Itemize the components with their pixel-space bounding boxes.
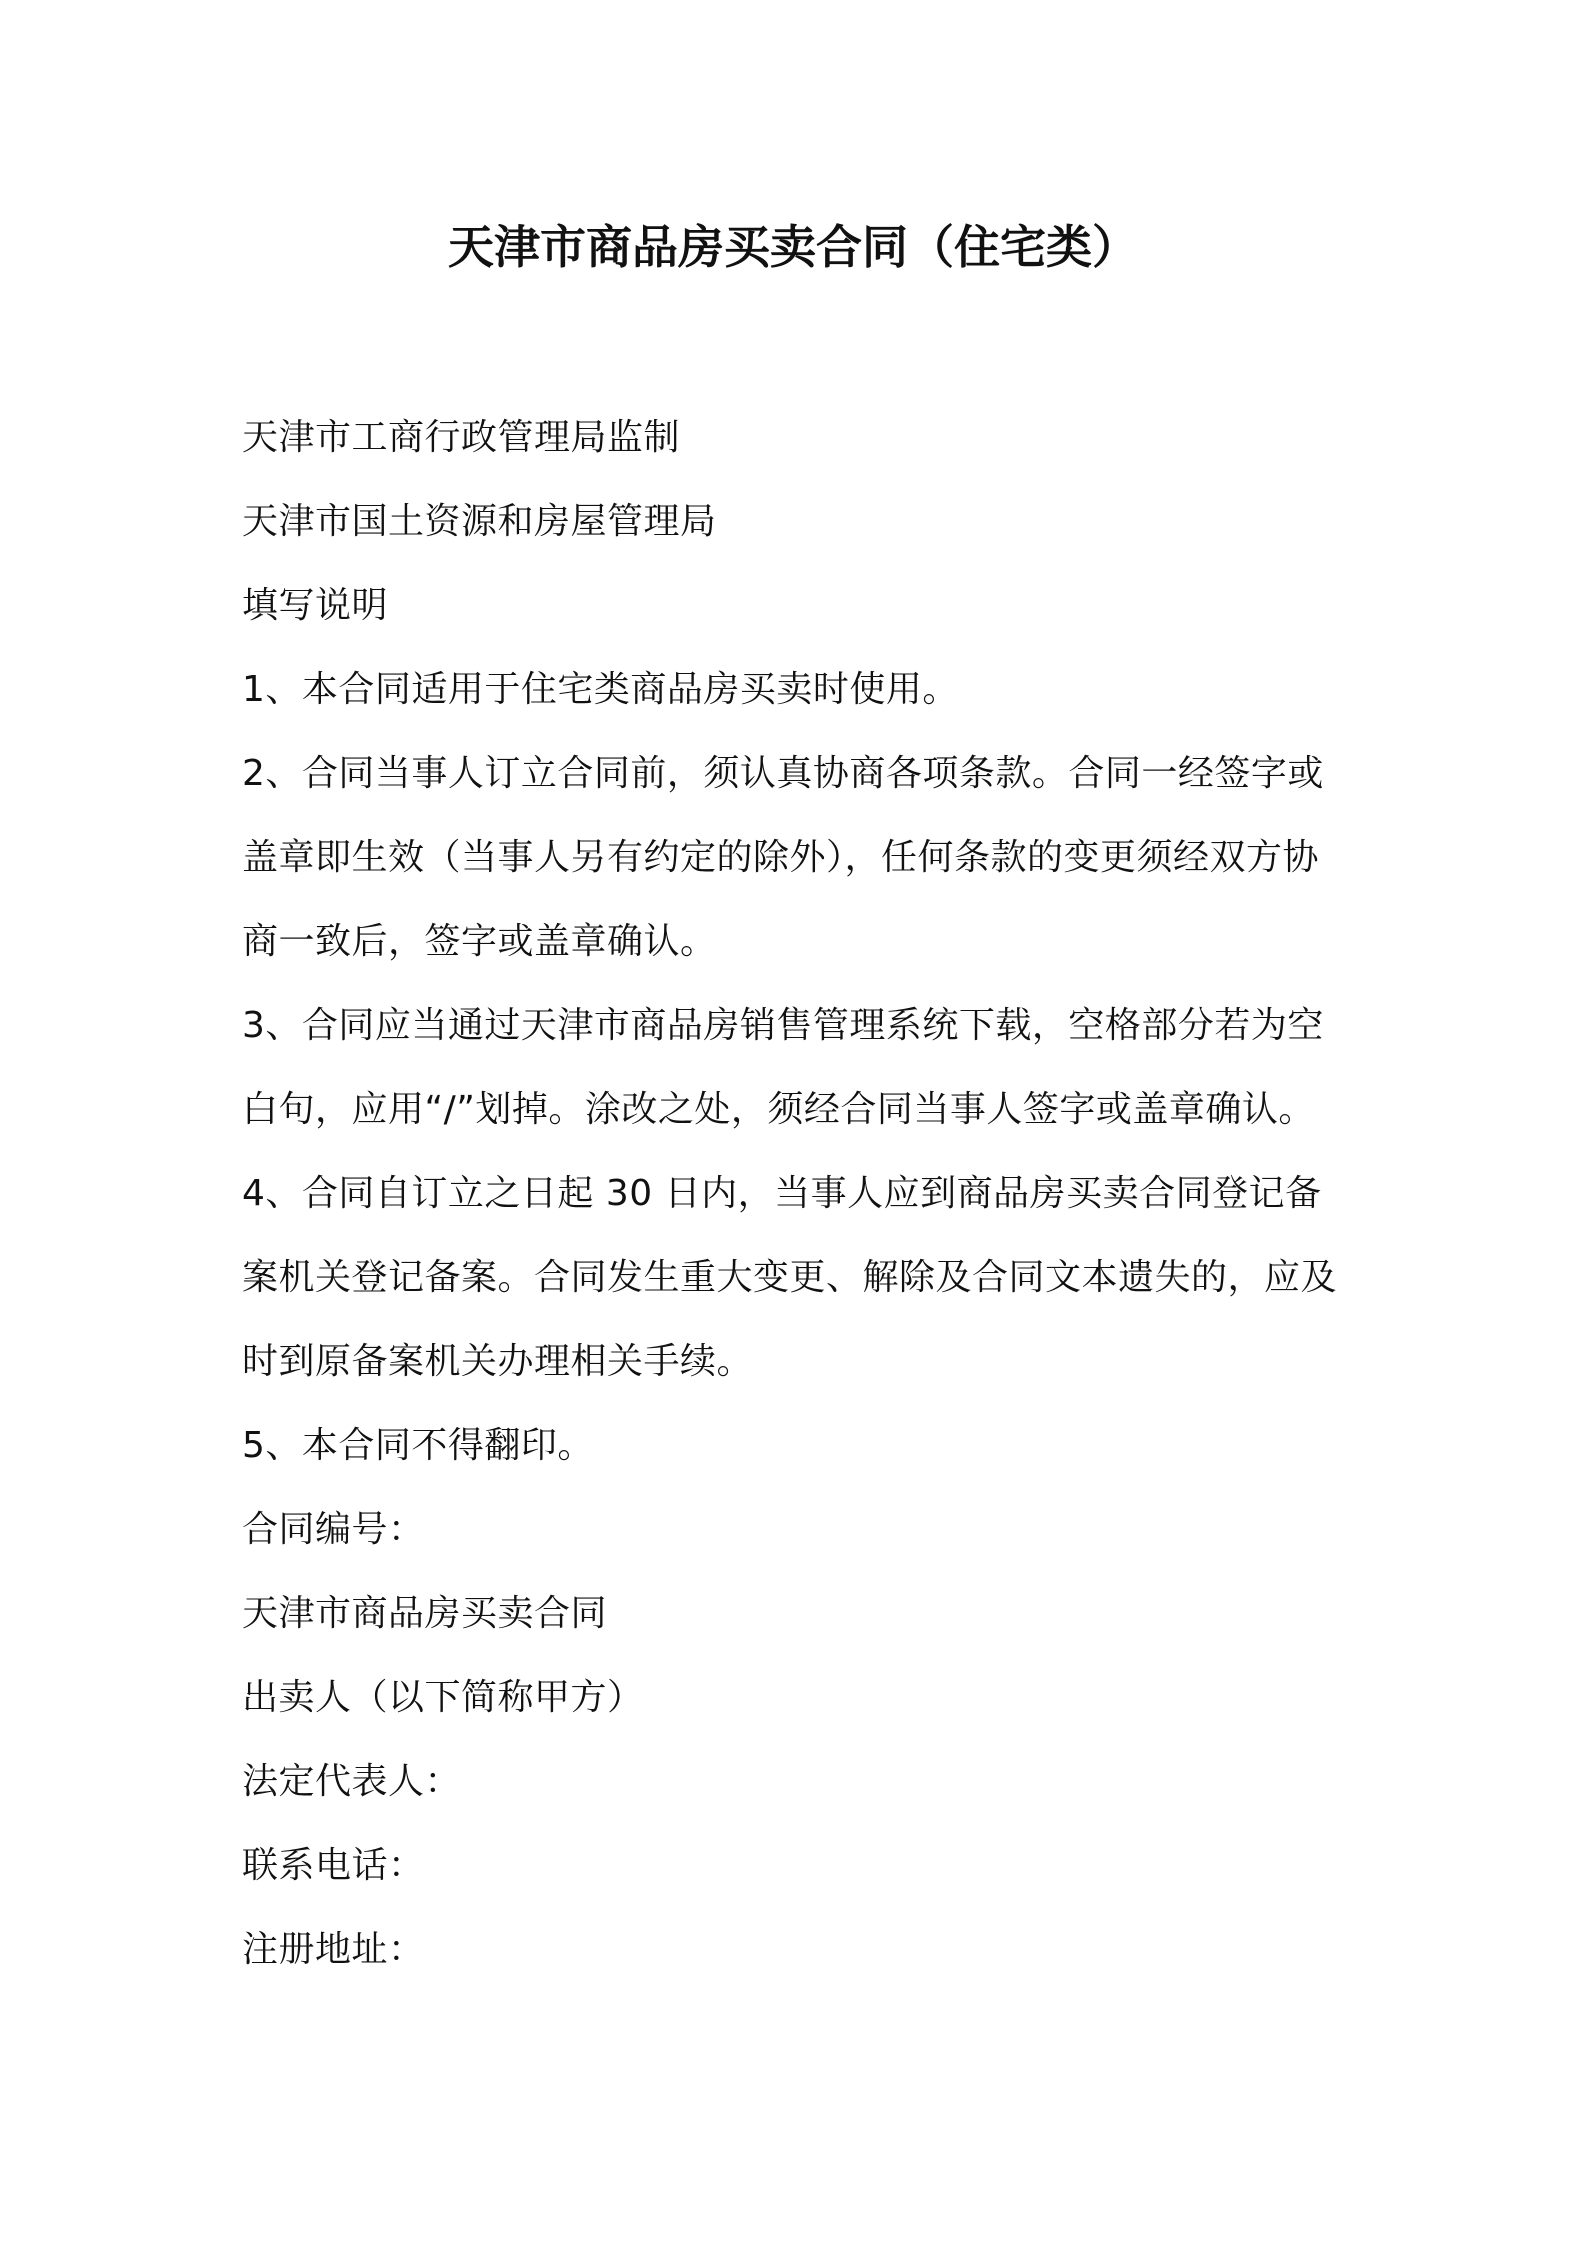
- instruction-3-line-1: 3、合同应当通过天津市商品房销售管理系统下载，空格部分若为空: [242, 1005, 1324, 1046]
- contract-number-label: 合同编号：: [242, 1509, 425, 1550]
- contract-subtitle: 天津市商品房买卖合同: [242, 1593, 608, 1634]
- legal-representative-label: 法定代表人：: [242, 1761, 462, 1802]
- bureau-line: 天津市国土资源和房屋管理局: [242, 501, 717, 542]
- instructions-heading: 填写说明: [242, 585, 389, 626]
- instruction-5: 5、本合同不得翻印。: [242, 1425, 594, 1466]
- instruction-3-line-2: 白句，应用“/”划掉。涂改之处，须经合同当事人签字或盖章确认。: [242, 1089, 1315, 1130]
- instruction-4-line-2: 案机关登记备案。合同发生重大变更、解除及合同文本遗失的，应及: [242, 1257, 1338, 1298]
- supervisor-line: 天津市工商行政管理局监制: [242, 417, 681, 458]
- document-body: [242, 396, 1402, 1992]
- contact-phone-label: 联系电话：: [242, 1845, 425, 1886]
- instruction-2-line-3: 商一致后，签字或盖章确认。: [242, 921, 717, 962]
- instruction-2-line-2: 盖章即生效（当事人另有约定的除外），任何条款的变更须经双方协: [242, 837, 1320, 878]
- instruction-2-line-1: 2、合同当事人订立合同前，须认真协商各项条款。合同一经签字或: [242, 753, 1324, 794]
- document-title: 天津市商品房买卖合同（住宅类）: [448, 220, 1138, 274]
- registered-address-label: 注册地址：: [242, 1929, 425, 1970]
- instruction-4-line-1: 4、合同自订立之日起 30 日内，当事人应到商品房买卖合同登记备: [242, 1173, 1322, 1214]
- seller-label: 出卖人（以下简称甲方）: [242, 1677, 644, 1718]
- instruction-4-line-3: 时到原备案机关办理相关手续。: [242, 1341, 754, 1382]
- instruction-1: 1、本合同适用于住宅类商品房买卖时使用。: [242, 669, 959, 710]
